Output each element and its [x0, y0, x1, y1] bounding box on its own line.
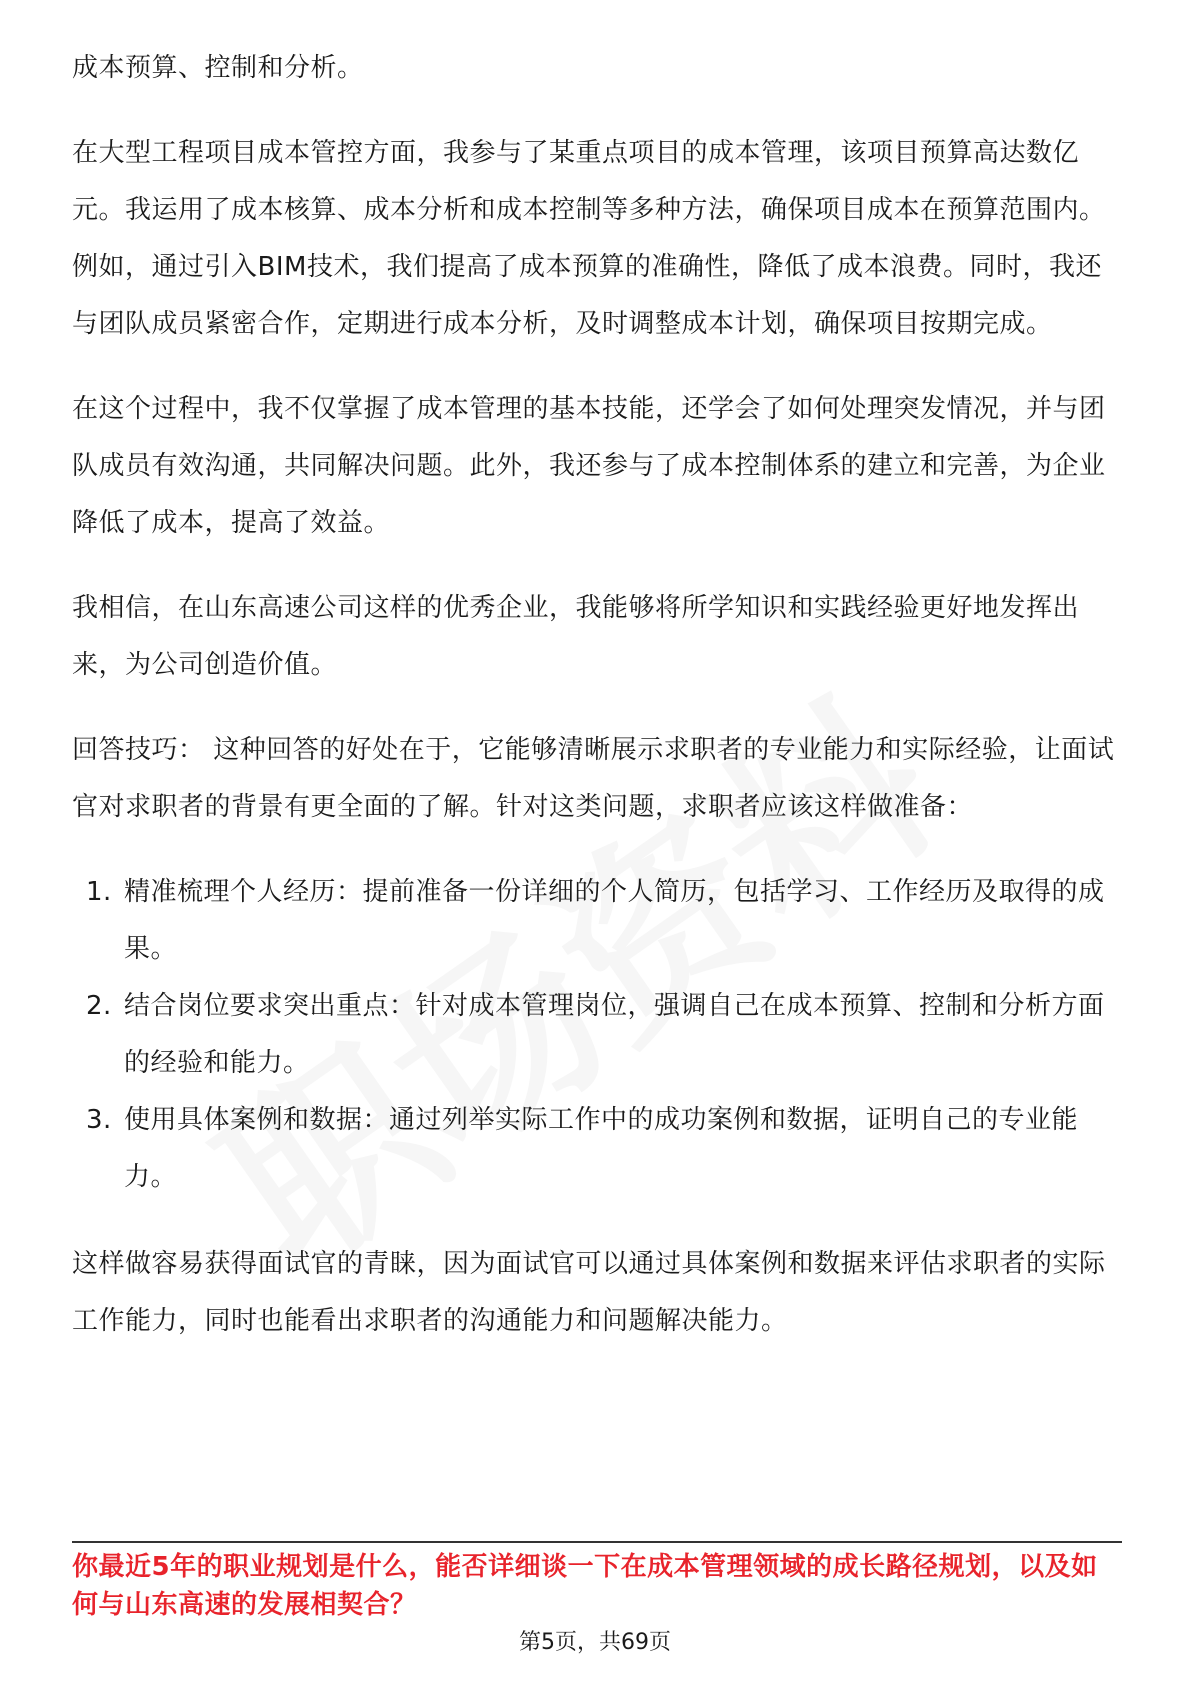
- list-number: 3.: [86, 1105, 112, 1135]
- list-item: [72, 864, 1122, 978]
- paragraph: 在大型工程项目成本管控方面，我参与了某重点项目的成本管理，该项目预算高达数亿元。我运用了成本核算、成本分析和成本控制等多种方法，确保项目成本在预算范围内。例如，通过引入BIM技术，我们提高了成本预算的准确性，降低了成本浪费。同时，我还与团队成员紧密合作，定期进行成本分析，及时调整成本计划，确保项目按期完成。: [72, 138, 1106, 339]
- list-item: [72, 978, 1122, 1092]
- list-number: 1.: [86, 877, 112, 907]
- list-item-text: 结合岗位要求突出重点：针对成本管理岗位，强调自己在成本预算、控制和分析方面的经验和能力。: [124, 991, 1105, 1078]
- list-number: 2.: [86, 991, 112, 1021]
- next-question-heading: 你最近5年的职业规划是什么，能否详细谈一下在成本管理领域的成长路径规划，以及如何与山东高速的发展相契合？: [72, 1552, 1098, 1620]
- list-item-text: 使用具体案例和数据：通过列举实际工作中的成功案例和数据，证明自己的专业能力。: [124, 1105, 1079, 1192]
- paragraph: 成本预算、控制和分析。: [72, 53, 364, 83]
- page-footer: 第5页，共69页: [519, 1630, 671, 1655]
- list-item: [72, 1092, 1122, 1206]
- divider: [72, 1541, 1122, 1543]
- paragraph: 我相信，在山东高速公司这样的优秀企业，我能够将所学知识和实践经验更好地发挥出来，为公司创造价值。: [72, 593, 1080, 680]
- paragraph: 在这个过程中，我不仅掌握了成本管理的基本技能，还学会了如何处理突发情况，并与团队成员有效沟通，共同解决问题。此外，我还参与了成本控制体系的建立和完善，为企业降低了成本，提高了效益。: [72, 394, 1106, 538]
- tips-list: [72, 864, 1122, 1206]
- list-item-text: 精准梳理个人经历：提前准备一份详细的个人简历，包括学习、工作经历及取得的成果。: [124, 877, 1105, 964]
- document-body: [72, 40, 1122, 1378]
- paragraph: 这样做容易获得面试官的青睐，因为面试官可以通过具体案例和数据来评估求职者的实际工作能力，同时也能看出求职者的沟通能力和问题解决能力。: [72, 1249, 1106, 1336]
- answer-tips-paragraph: 回答技巧： 这种回答的好处在于，它能够清晰展示求职者的专业能力和实际经验，让面试官对求职者的背景有更全面的了解。针对这类问题，求职者应该这样做准备：: [72, 735, 1115, 822]
